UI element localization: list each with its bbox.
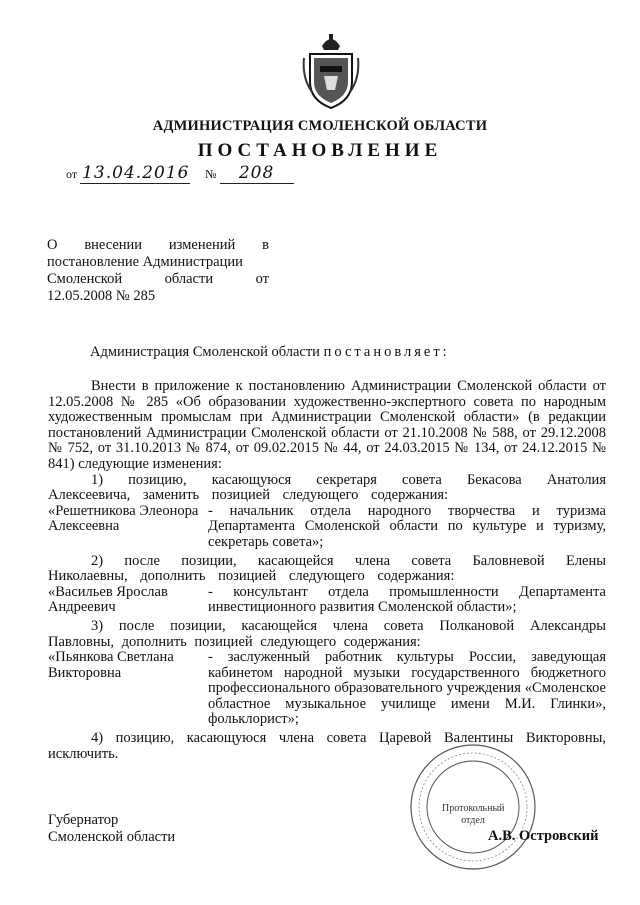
- item-2-position: [48, 585, 606, 616]
- stamp-center-line: Протокольный: [442, 803, 505, 814]
- item-2-person: «Васильев Ярослав Андреевич: [48, 583, 168, 616]
- document-type: ПОСТАНОВЛЕНИЕ: [197, 140, 443, 161]
- date-number-line: [66, 163, 294, 185]
- stamp-center-line: отдел: [461, 815, 485, 826]
- item-3-person: «Пьянкова Светлана Викторовна: [48, 649, 174, 681]
- main-paragraph: Внести в приложение к постановлению Администрации Смоленской области от 12.05.2008 № 285 «Об образовании художественно-экспертного совета по народным художественным промыслам при Администрации Смоленской области» (в редакции постановлений Администрации Смоленской области от 21.10.2008 № 588, от 29.12.2008 № 752, от 31.10.2013 № 874, от 09.02.2015 № 44, от 24.03.2015 № 134, от 24.12.2015 № 841) следующие изменения:: [48, 378, 606, 472]
- item-1-description: - начальник отдела народного творчества и туризма Департамента Смоленской области по культуре и туризму, секретарь совета»;: [208, 502, 606, 550]
- item-1-position: [48, 504, 606, 551]
- signature-title-line: Губернатор: [48, 812, 119, 828]
- document-subject: [47, 237, 269, 305]
- official-stamp: [408, 740, 538, 874]
- organization-name: АДМИНИСТРАЦИЯ СМОЛЕНСКОЙ ОБЛАСТИ: [152, 118, 488, 134]
- subject-line: О внесении изменений в: [47, 237, 269, 253]
- document-date: 13.04.2016: [82, 163, 190, 183]
- date-prefix: от: [66, 167, 78, 181]
- coat-of-arms-emblem: [302, 32, 360, 112]
- item-3-description: - заслуженный работник культуры России, заведующая кабинетом народной музыки государственного бюджетного профессионального образовательного учреждения «Смоленское областное музыкальное училище имени М.И. Глинки», фольклорист»;: [208, 649, 606, 728]
- subject-line: постановление Администрации: [47, 254, 243, 270]
- subject-line: 12.05.2008 № 285: [47, 288, 156, 304]
- item-1: 1) позицию, касающуюся секретаря совета Бекасова Анатолия Алексеевича, заменить позицией следующего содержания:: [48, 471, 606, 504]
- item-2-description: - консультант отдела промышленности Департамента инвестиционного развития Смоленской области»;: [208, 583, 606, 616]
- item-2: 2) после позиции, касающейся члена совета Баловневой Елены Николаевны, дополнить позицией следующего содержания:: [48, 552, 606, 585]
- resolution-intro: [90, 344, 450, 361]
- document-body: [48, 379, 606, 762]
- subject-line: Смоленской области от: [47, 271, 269, 287]
- item-3-position: [48, 650, 606, 728]
- intro-lead: Администрация Смоленской области: [90, 344, 324, 360]
- document-number: 208: [220, 163, 294, 184]
- signature-title: [48, 812, 175, 846]
- item-4: 4) позицию, касающуюся члена совета Царевой Валентины Викторовны, исключить.: [48, 730, 606, 762]
- item-3: 3) после позиции, касающейся члена совета Полкановой Александры Павловны, дополнить позицией следующего содержания:: [48, 617, 606, 650]
- signatory-name: А.В. Островский: [488, 828, 599, 844]
- number-prefix: №: [205, 167, 217, 181]
- item-1-person: «Решетникова Элеонора Алексеевна: [48, 502, 199, 535]
- signature-title-line: Смоленской области: [48, 829, 176, 845]
- intro-keyword: постановляет:: [323, 344, 450, 360]
